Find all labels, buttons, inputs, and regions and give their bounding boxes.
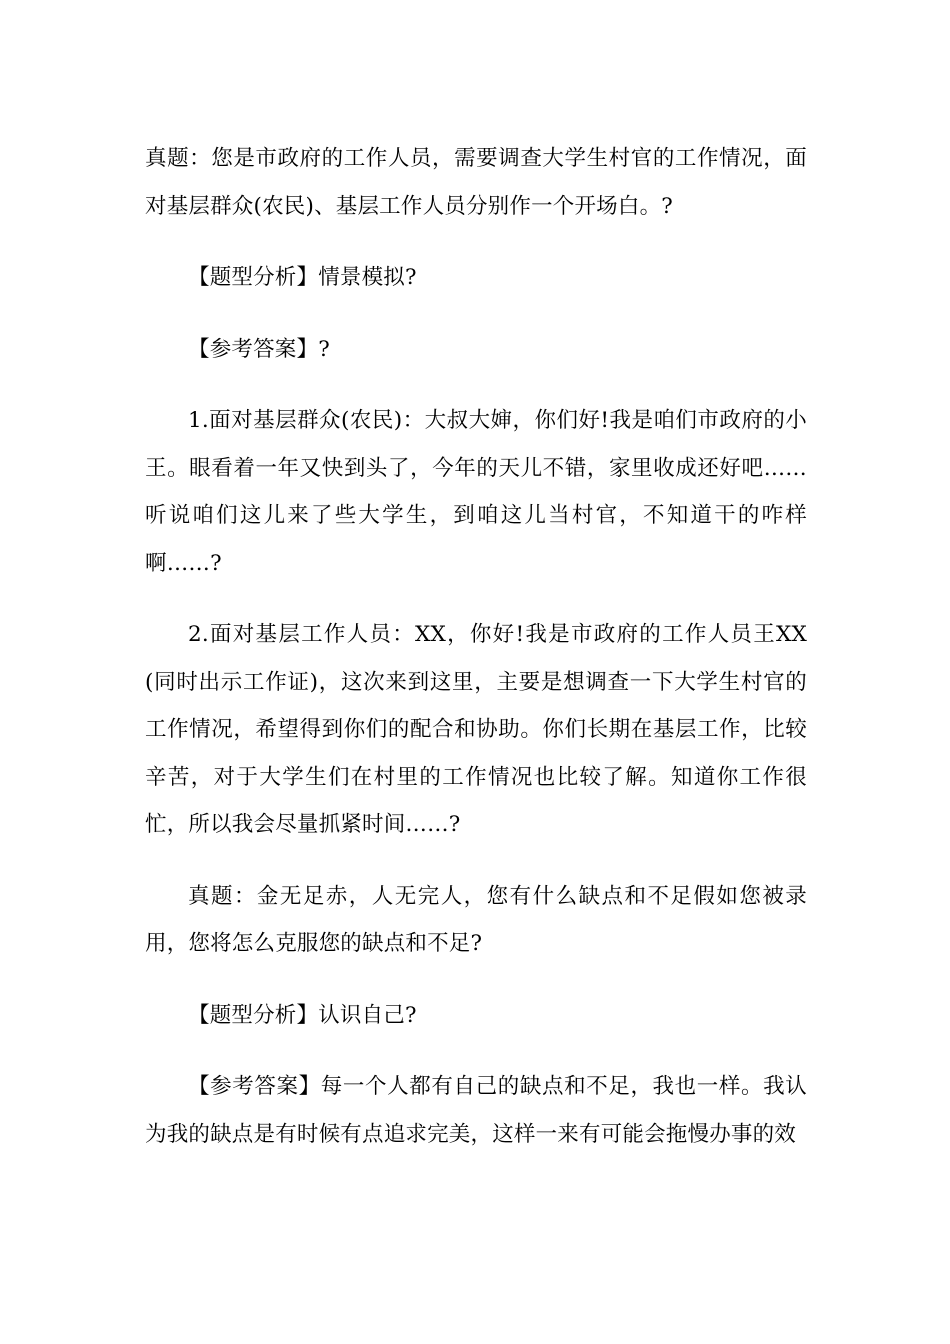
question-type-analysis-1: 【题型分析】情景模拟? [188, 265, 417, 290]
answer-paragraph-farmers: 1.面对基层群众(农民)：大叔大婶，你们好!我是咱们市政府的小王。眼看着一年又快到头了，今年的天儿不错，家里收成还好吧……听说咱们这儿来了些大学生，到咱这儿当村官，不知道干的咋样啊……? [145, 408, 807, 576]
question-paragraph-1: 真题：您是市政府的工作人员，需要调查大学生村官的工作情况，面对基层群众(农民)、基层工作人员分别作一个开场白。? [145, 146, 807, 219]
document-page [145, 135, 807, 1182]
reference-answer-paragraph-2: 【参考答案】每一个人都有自己的缺点和不足，我也一样。我认为我的缺点是有时候有点追求完美，这样一来有可能会拖慢办事的效 [145, 1074, 807, 1147]
question-paragraph-2: 真题：金无足赤，人无完人，您有什么缺点和不足假如您被录用，您将怎么克服您的缺点和不足? [145, 883, 807, 956]
question-type-analysis-2: 【题型分析】认识自己? [188, 1002, 417, 1028]
answer-paragraph-staff: 2.面对基层工作人员：XX，你好!我是市政府的工作人员王XX(同时出示工作证)，这次来到这里，主要是想调查一下大学生村官的工作情况，希望得到你们的配合和协助。你们长期在基层工作，比较辛苦，对于大学生们在村里的工作情况也比较了解。知道你工作很忙，所以我会尽量抓紧时间……? [145, 622, 807, 837]
reference-answer-heading-1: 【参考答案】? [188, 336, 330, 362]
